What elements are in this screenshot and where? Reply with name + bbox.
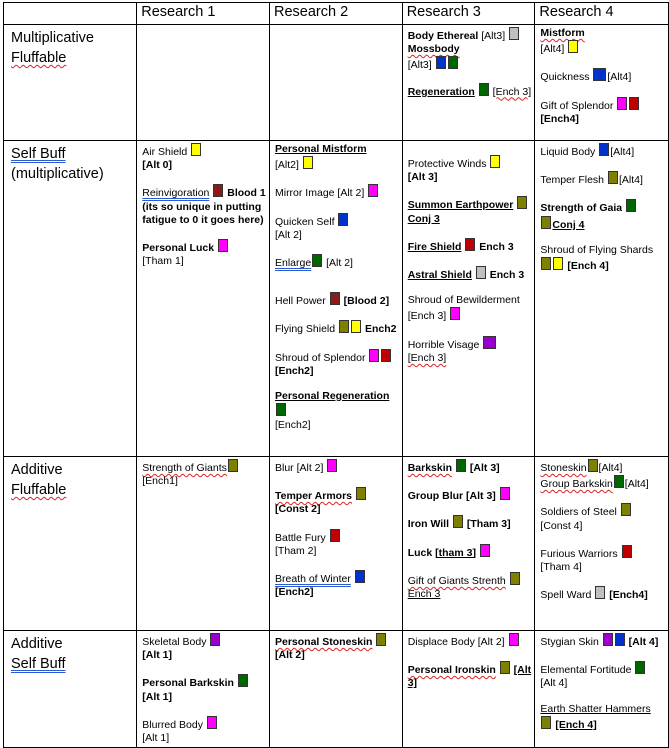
spell-entry	[408, 336, 533, 365]
school-swatch	[448, 56, 458, 69]
spell-tag: Ench 3	[407, 588, 441, 601]
spell-tag: Conj 4	[552, 218, 585, 231]
spell-entry	[275, 143, 400, 172]
spell-name: Strength of Gaia	[540, 202, 623, 215]
row-additive-self-buff	[4, 631, 669, 748]
spell-tag: [Tham 3]	[466, 518, 511, 531]
spell-entry	[408, 83, 533, 99]
school-swatch	[509, 633, 519, 646]
spell-tag: [Ench 3]	[492, 85, 532, 98]
school-swatch	[339, 320, 349, 333]
spell-name: Skeletal Body	[142, 636, 207, 649]
spell-name: Personal Regeneration	[274, 390, 390, 403]
spell-entry	[275, 213, 400, 242]
spell-tag: [Blood 2]	[343, 295, 390, 308]
header-cell-blank	[4, 3, 137, 25]
school-swatch	[622, 545, 632, 558]
spell-tag: [Alt 2]	[326, 257, 353, 270]
school-swatch	[617, 97, 627, 110]
spell-tag: [Alt 3]	[407, 664, 532, 690]
row-label-line: Additive	[11, 636, 63, 653]
spell-tag: [Ench2]	[274, 419, 311, 432]
spell-entry	[540, 199, 666, 231]
school-swatch	[615, 633, 625, 646]
school-swatch	[608, 171, 618, 184]
spell-entry	[142, 143, 267, 172]
school-swatch	[509, 27, 519, 40]
spell-entry	[540, 97, 666, 126]
spell-name: Luck	[407, 546, 433, 559]
spell-tag: [Alt 2]	[274, 228, 302, 241]
cell-r3-research2	[269, 631, 402, 748]
cell-r1-research2	[269, 141, 402, 457]
cell-r1-research1	[137, 141, 270, 457]
spell-tag: [Tham 4]	[540, 561, 582, 574]
school-swatch	[327, 459, 337, 472]
spell-entry	[275, 633, 400, 662]
school-swatch	[369, 349, 379, 362]
row-self-buff-multiplicative	[4, 141, 669, 457]
spell-tag: [Alt4]	[618, 174, 643, 187]
spell-tag: [Ench2]	[274, 364, 314, 377]
spell-tag: [Ench 3]	[407, 351, 447, 364]
school-swatch	[500, 661, 510, 674]
spell-tag: [Alt 3]	[469, 462, 500, 475]
school-swatch	[603, 633, 613, 646]
spell-name: Shroud of Bewilderment	[407, 294, 520, 307]
row-label	[4, 25, 137, 141]
spell-name: Iron Will	[407, 518, 450, 531]
spell-tag: [Alt3]	[407, 59, 432, 72]
spell-entry	[540, 661, 666, 690]
spell-name: Personal Barkskin	[142, 677, 234, 690]
spell-entry	[408, 487, 533, 503]
cell-r3-research1	[137, 631, 270, 748]
school-swatch	[541, 716, 551, 729]
spell-name: Summon Earthpower	[407, 199, 514, 212]
header-research-2: Research 2	[269, 3, 402, 25]
cell-r0-research4	[535, 25, 669, 141]
cell-r0-research1	[137, 25, 270, 141]
school-swatch	[312, 254, 322, 267]
spell-entry	[408, 459, 533, 475]
spell-tag: [tham 3]	[435, 546, 476, 559]
school-swatch	[541, 216, 551, 229]
spell-name: Air Shield	[142, 146, 188, 159]
school-swatch	[368, 184, 378, 197]
spell-entry	[142, 716, 267, 745]
school-swatch	[228, 459, 238, 472]
spell-entry	[540, 586, 666, 602]
spell-tag: [Alt 3]	[407, 171, 438, 184]
spell-entry	[540, 68, 666, 84]
spell-name: Elemental Fortitude	[540, 664, 632, 677]
spell-name: Battle Fury	[274, 531, 326, 544]
school-swatch	[635, 661, 645, 674]
school-swatch	[213, 184, 223, 197]
row-multiplicative-fluffable	[4, 25, 669, 141]
school-swatch	[629, 97, 639, 110]
spell-entry	[408, 572, 533, 601]
spell-tag: [Alt4]	[610, 146, 635, 159]
school-swatch	[207, 716, 217, 729]
school-swatch	[479, 83, 489, 96]
spell-name: Mirror Image	[274, 187, 335, 200]
spell-tag: [Ench4]	[609, 589, 648, 602]
school-swatch	[330, 292, 340, 305]
spell-name: Liquid Body	[540, 146, 596, 159]
spell-entry	[275, 320, 400, 336]
school-swatch	[436, 56, 446, 69]
spell-entry	[142, 459, 267, 488]
spell-name: Personal Ironskin	[407, 664, 496, 677]
spell-entry	[142, 633, 267, 662]
school-swatch	[303, 156, 313, 169]
spell-name: Fire Shield	[407, 240, 462, 253]
spell-entry	[275, 487, 400, 516]
spell-tag: [Alt 0]	[142, 159, 173, 172]
school-swatch	[553, 257, 563, 270]
spell-name: Stygian Skin	[540, 636, 599, 649]
school-swatch	[483, 336, 496, 349]
school-swatch	[480, 544, 490, 557]
spell-tag: [Alt2]	[274, 159, 299, 172]
spell-entry	[540, 244, 666, 273]
spell-name: Flying Shield	[274, 323, 336, 336]
spell-name: Personal Stoneskin	[274, 636, 373, 649]
header-row	[4, 3, 669, 25]
spell-name: Hell Power	[274, 295, 326, 308]
spell-tag: [Alt 4]	[628, 636, 659, 649]
spell-entry	[408, 196, 533, 225]
spell-entry	[275, 570, 400, 599]
spell-tag: [Alt4]	[624, 478, 649, 491]
spell-entry	[408, 515, 533, 531]
spell-tag: [Alt 1]	[142, 690, 173, 703]
spell-tag: Ench2	[364, 323, 397, 336]
spell-name: Personal Mistform	[274, 143, 367, 156]
cell-r3-research3	[402, 631, 535, 748]
school-swatch	[356, 487, 366, 500]
spell-entry	[275, 349, 400, 378]
spell-name: Gift of Splendor	[540, 99, 614, 112]
cell-r1-research4	[535, 141, 669, 457]
row-label-line: Additive	[11, 462, 63, 479]
school-swatch	[517, 196, 527, 209]
spell-entry	[408, 294, 533, 323]
spell-tag: Ench 3	[479, 240, 514, 253]
school-swatch	[599, 143, 609, 156]
school-swatch	[453, 515, 463, 528]
school-swatch	[355, 570, 365, 583]
cell-r3-research4	[535, 631, 669, 748]
spell-tag: [Alt 1]	[142, 732, 170, 745]
school-swatch	[510, 572, 520, 585]
spell-tag: [Alt 2]	[337, 187, 365, 200]
school-swatch	[490, 155, 500, 168]
school-swatch	[351, 320, 361, 333]
school-swatch	[595, 586, 605, 599]
spell-tag: [Alt3]	[481, 30, 506, 42]
school-swatch	[476, 266, 486, 279]
school-swatch	[614, 475, 624, 488]
spell-entry	[540, 703, 666, 732]
spell-tag: [Alt 2]	[477, 636, 505, 649]
spell-name: Temper Flesh	[540, 174, 605, 187]
spell-name: Gift of Giants Strenth	[407, 574, 506, 587]
spell-tag: [Alt4]	[598, 462, 623, 475]
school-swatch	[376, 633, 386, 646]
spell-tag: [Alt 2]	[274, 649, 305, 662]
school-swatch	[330, 529, 340, 542]
spell-tag: [Ench1]	[142, 475, 178, 488]
school-swatch	[191, 143, 201, 156]
header-research-1: Research 1	[137, 3, 270, 25]
spell-tag: [Ench2]	[274, 586, 314, 599]
spell-entry	[142, 184, 267, 227]
spell-entry	[275, 390, 400, 433]
spell-entry	[408, 544, 533, 560]
spell-name: Spell Ward	[540, 589, 592, 602]
spell-name: Astral Shield	[407, 269, 472, 282]
school-swatch	[210, 633, 220, 646]
spell-entry	[540, 503, 666, 532]
spell-name: Quicken Self	[274, 215, 335, 228]
spell-entry	[142, 674, 267, 703]
spell-name: Barkskin	[407, 462, 453, 475]
spell-tag: Ench 3	[489, 269, 525, 282]
spell-entry	[275, 184, 400, 200]
spell-tag: Blood 1 (its so unique in putting fatigue to 0 it goes here)	[142, 187, 266, 226]
spell-entry	[408, 266, 533, 282]
spell-name: Strength of Giants	[142, 462, 227, 475]
spell-tag: [Alt 2]	[296, 462, 324, 475]
school-swatch	[238, 674, 248, 687]
spell-tag: [Alt4]	[540, 43, 565, 56]
spell-tag: [Ench 3]	[407, 310, 447, 323]
cell-r2-research4	[535, 457, 669, 631]
spell-entry	[408, 27, 533, 73]
row-label-line: Fluffable	[11, 50, 67, 66]
school-swatch	[450, 307, 460, 320]
spell-name: Group Blur	[407, 490, 464, 503]
spell-entry	[408, 155, 533, 184]
school-swatch	[626, 199, 636, 212]
row-label	[4, 141, 137, 457]
school-swatch	[456, 459, 466, 472]
spell-name: Blur	[274, 462, 294, 475]
spell-tag: [Ench4]	[540, 112, 579, 125]
school-swatch	[541, 257, 551, 270]
spell-entry	[275, 529, 400, 558]
spell-entry	[408, 633, 533, 649]
spell-tag: [Ench 4]	[567, 260, 609, 273]
spell-entry	[540, 27, 666, 56]
school-swatch	[621, 503, 631, 516]
spell-name: Displace Body	[407, 636, 475, 649]
spell-tag: [Ench 4]	[555, 718, 597, 731]
spell-name: Stoneskin	[540, 462, 587, 475]
spell-name: Group Barkskin	[540, 478, 613, 491]
spell-tag: [Const 4]	[540, 519, 583, 532]
research-table	[3, 2, 669, 748]
spell-entry	[275, 459, 400, 475]
row-label-line: Fluffable	[11, 482, 67, 499]
spell-name: Reinvigoration	[142, 187, 210, 200]
spell-entry	[540, 545, 666, 574]
spell-name: Breath of Winter	[274, 573, 351, 586]
school-swatch	[593, 68, 606, 81]
spell-entry	[540, 459, 666, 475]
spell-entry	[540, 143, 666, 159]
row-label-line: Self Buff	[11, 146, 66, 163]
spell-name: Furious Warriors	[540, 547, 618, 560]
spell-tag: [Alt 3]	[466, 490, 496, 503]
spell-name: Shroud of Flying Shards	[540, 243, 654, 256]
spell-entry	[540, 633, 666, 649]
spell-name: Body Ethereal	[407, 30, 479, 42]
spell-name: Regeneration	[407, 85, 475, 98]
spell-name: Earth Shatter Hammers	[540, 702, 651, 715]
spell-name: Blurred Body	[142, 718, 203, 731]
spell-name: Quickness	[540, 71, 590, 84]
spell-name: Soldiers of Steel	[540, 506, 617, 519]
row-label-line: Multiplicative	[11, 30, 94, 46]
spell-tag: [Alt 4]	[540, 677, 568, 690]
spell-name: Temper Armors	[274, 490, 353, 503]
spell-name: Horrible Visage	[407, 338, 480, 351]
spell-name: Shroud of Splendor	[274, 351, 366, 364]
spell-tag: [Const 2]	[274, 503, 321, 516]
spell-tag: [Alt 1]	[142, 649, 173, 662]
cell-r0-research3	[402, 25, 535, 141]
spell-tag: [Tham 2]	[274, 544, 317, 557]
row-label-line: Self Buff	[11, 656, 66, 673]
school-swatch	[276, 403, 286, 416]
school-swatch	[381, 349, 391, 362]
cell-r0-research2	[269, 25, 402, 141]
row-label	[4, 457, 137, 631]
spell-entry	[408, 661, 533, 690]
spell-entry	[142, 239, 267, 268]
spell-entry	[540, 171, 666, 187]
school-swatch	[465, 238, 475, 251]
school-swatch	[588, 459, 598, 472]
cell-r2-research3	[402, 457, 535, 631]
school-swatch	[218, 239, 228, 252]
row-label-line: (multiplicative)	[11, 166, 104, 183]
school-swatch	[568, 40, 578, 53]
spell-entry	[275, 292, 400, 308]
spell-entry	[540, 475, 666, 491]
spell-name: Enlarge	[274, 257, 312, 270]
spell-tag: [Alt4]	[607, 71, 632, 84]
spell-name: Protective Winds	[407, 158, 487, 171]
spell-name: Personal Luck	[142, 242, 215, 255]
header-research-4: Research 4	[535, 3, 669, 25]
row-additive-fluffable	[4, 457, 669, 631]
school-swatch	[338, 213, 348, 226]
spell-tag: Conj 3	[407, 212, 440, 225]
spell-entry	[275, 254, 400, 270]
spell-tag: [Tham 1]	[142, 255, 184, 268]
cell-r1-research3	[402, 141, 535, 457]
cell-r2-research2	[269, 457, 402, 631]
spell-entry	[408, 238, 533, 254]
school-swatch	[500, 487, 510, 500]
header-research-3: Research 3	[402, 3, 535, 25]
spell-name: Mossbody	[407, 43, 460, 56]
row-label	[4, 631, 137, 748]
spell-name: Mistform	[540, 27, 585, 39]
cell-r2-research1	[137, 457, 270, 631]
